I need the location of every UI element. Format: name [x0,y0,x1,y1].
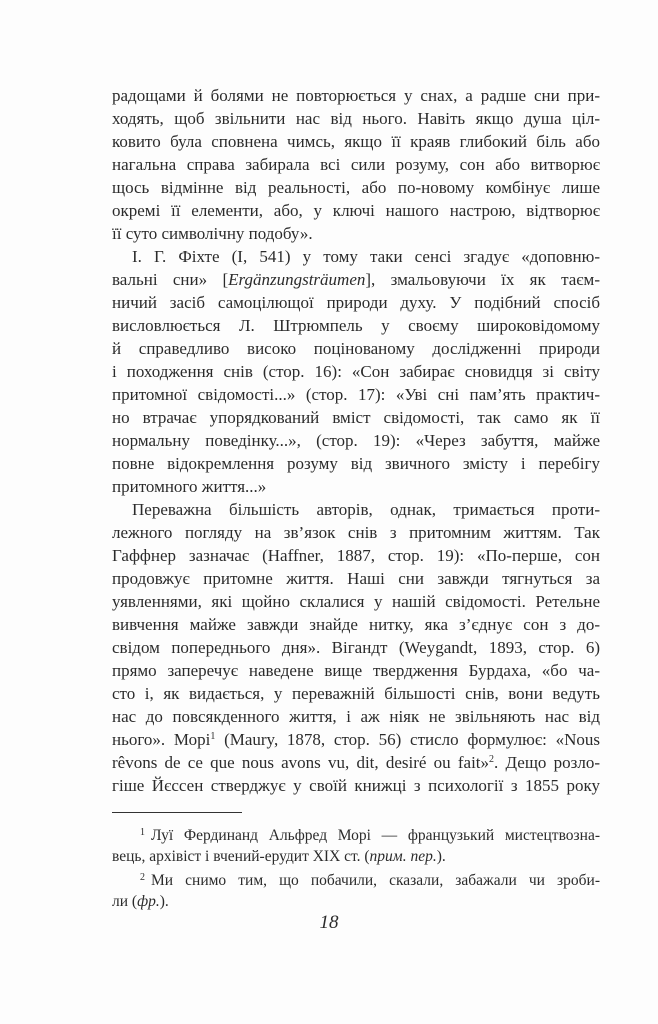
text-line-with-footnote-2 [112,751,600,774]
footnote-mark: 1 [140,827,145,838]
text-line-with-italic [112,268,600,291]
footnote-1 [112,822,600,867]
text-fragment: ). [436,848,446,865]
text-line: нагальна справа забирала всі сили розуму, сон або витворює [112,155,600,174]
text-fragment: Ми снимо тим, що побачили, сказали, забажали чи зроби- [151,872,600,889]
italic-term: Ergänzungsträumen [228,270,366,289]
footnotes [112,822,600,912]
paragraph-1 [112,84,600,245]
text-line: ковито була сповнена чимсь, якщо її краяв глибокий біль або [112,132,600,151]
text-line: свідом попереднього дня». Вігандт (Weygandt, 1893, стор. 6) [112,638,600,657]
text-fragment: (Maury, 1878, стор. 56) стисло формулює: «Nous [224,730,600,749]
text-fragment: вальні сни» [ [112,270,229,289]
paragraph-2 [112,245,600,498]
footnote-line [112,846,600,867]
text-line: І. Г. Фіхте (I, 541) у тому таки сенсі згадує «доповню- [132,247,600,266]
footnote-ref-1: 1 [210,731,216,742]
text-fragment: ], змальовуючи їх як таєм- [365,270,600,289]
text-line: її суто символічну подобу». [112,224,313,243]
footnote-line [112,867,600,891]
text-line: і походження снів (стор. 16): «Сон забирає сновидця зі світу [112,362,600,381]
text-fragment: вець, архівіст і вчений-ерудит XIX ст. ( [112,848,370,865]
footnote-line [112,891,600,912]
text-fragment: ли ( [112,893,138,910]
main-text [112,84,600,797]
text-line: уявленнями, які щойно склалися у нашій свідомості. Ретельне [112,592,600,611]
text-line: притомного життя...» [112,477,267,496]
footnote-line [112,822,600,846]
text-line: вивчення майже завжди знайде нитку, яка з’єднує сон з до- [112,615,600,634]
italic-note: прим. пер. [369,848,437,865]
text-line: повне відокремлення розуму від звичного змісту і перебігу [112,454,600,473]
text-line: нормальну поведінку...», (стор. 19): «Через забуття, майже [112,431,600,450]
footnote-2 [112,867,600,912]
text-line: нас до повсякденного життя, і аж ніяк не звільняють нас від [112,707,600,726]
text-line-with-footnote-1 [112,728,600,751]
paragraph-3 [112,498,600,797]
text-fragment: rêvons de ce que nous avons vu, dit, desiré ou fait» [112,753,490,772]
text-line: сто і, як видається, у переважній більшості снів, вони ведуть [112,684,600,703]
text-line: щось відмінне від реальності, або по-новому комбінує лише [112,178,600,197]
text-line: окремі її елементи, або, у ключі нашого настрою, відтворює [112,201,600,220]
text-line: лежного погляду на зв’язок снів з притомним життям. Так [112,523,600,542]
text-line: й справедливо високо поцінованому дослідженні природи [112,339,600,358]
footnote-separator [112,812,242,813]
text-line: ничий засіб самоцілющої природи духу. У подібний спосіб [112,293,600,312]
text-line: но втрачає упорядкований вміст свідомості, так само як її [112,408,600,427]
text-line: продовжує притомне життя. Наші сни завжди тягнуться за [112,569,600,588]
text-line: радощами й болями не повторюється у снах, а радше сни при- [112,86,600,105]
text-fragment: нього». Морі [112,730,211,749]
footnote-mark: 2 [140,872,145,883]
text-line: гіше Йєссен стверджує у своїй книжці з психології з 1855 року [112,776,600,795]
italic-note: фр. [137,893,160,910]
text-fragment: Луї Фердинанд Альфред Морі — французький мистецтвозна- [151,827,600,844]
footnote-ref-2: 2 [489,754,495,765]
text-fragment: . Дещо розло- [494,753,600,772]
text-line: Гаффнер зазначає (Haffner, 1887, стор. 19): «По-перше, сон [112,546,600,565]
page-number: 18 [319,912,339,933]
text-line: висловлюється Л. Штрюмпель у своєму широковідомому [112,316,600,335]
text-line: прямо заперечує наведене вище твердження Бурдаха, «бо ча- [112,661,600,680]
text-line: Переважна більшість авторів, однак, тримається проти- [132,500,600,519]
text-line: ходять, щоб звільнити нас від нього. Навіть якщо душа ціл- [112,109,600,128]
text-line: притомної свідомості...» (стор. 17): «Уві сні пам’ять практич- [112,385,600,404]
text-fragment: ). [159,893,169,910]
